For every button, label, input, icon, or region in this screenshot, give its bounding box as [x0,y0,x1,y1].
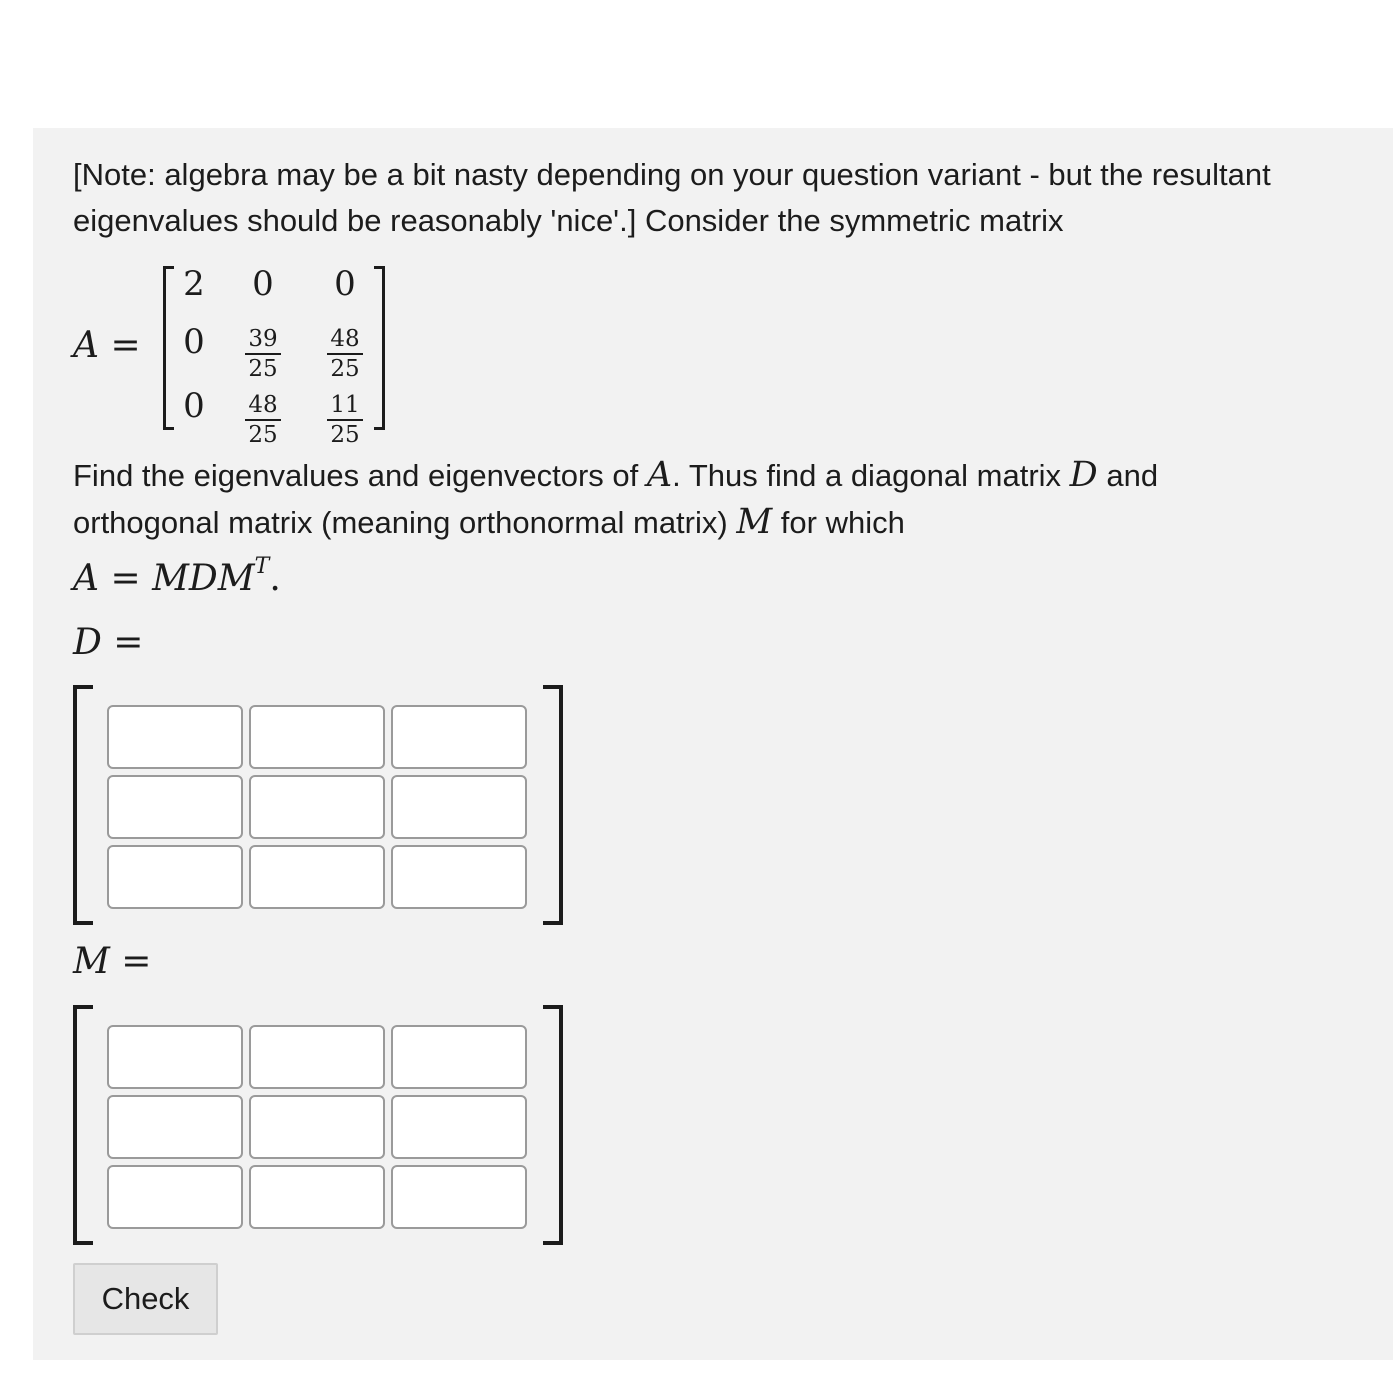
matrix-a-cell-r2c1: 0 [183,322,205,362]
find-var-a: A [646,455,673,495]
equation-equals: = [99,558,153,599]
find-line-1-part-b: . Thus find a diagonal matrix [672,458,1070,493]
d-input-r1c2[interactable] [249,705,385,769]
d-input-r2c2[interactable] [249,775,385,839]
d-matrix-left-bracket [73,685,93,925]
matrix-a-equals: = [110,325,141,366]
m-matrix-right-bracket [543,1005,563,1245]
matrix-a-cell-r3c3 [315,381,375,448]
matrix-a-cell-r2c2 [233,315,293,382]
frac-denominator: 25 [330,356,360,382]
matrix-a [163,264,385,448]
find-text [73,452,1158,546]
m-input-r2c1[interactable] [107,1095,243,1159]
matrix-a-cell-r1c3: 0 [334,264,356,304]
m-input-r3c1[interactable] [107,1165,243,1229]
m-matrix-input [73,1005,563,1247]
find-line-1 [73,452,1158,499]
m-input-r2c2[interactable] [249,1095,385,1159]
frac-numerator: 39 [245,326,280,355]
find-line-1-part-a: Find the eigenvalues and eigenvectors of [73,458,647,493]
d-input-r1c1[interactable] [107,705,243,769]
find-var-m: M [736,502,773,542]
matrix-a-label [73,325,141,366]
frac-numerator: 11 [327,392,362,421]
frac-denominator: 25 [330,422,360,448]
m-input-r1c1[interactable] [107,1025,243,1089]
note-text [73,152,1271,244]
find-line-2 [73,499,1158,546]
frac-numerator: 48 [245,392,280,421]
d-input-r3c3[interactable] [391,845,527,909]
d-input-r2c3[interactable] [391,775,527,839]
question-panel [33,128,1393,1360]
m-input-r1c2[interactable] [249,1025,385,1089]
matrix-a-right-bracket [374,266,385,430]
d-label [73,622,143,663]
matrix-a-symbol: A [73,325,99,366]
d-input-r3c2[interactable] [249,845,385,909]
matrix-a-cell-r1c1: 2 [183,264,205,304]
equation-rhs: MDM [152,558,255,599]
note-line-1: [Note: algebra may be a bit nasty depending on your question variant - but the resultant [73,157,1271,192]
equation-period: . [269,558,281,599]
find-line-2-part-a: orthogonal matrix (meaning orthonormal matrix) [73,505,737,540]
d-input-r2c1[interactable] [107,775,243,839]
find-line-2-part-b: for which [772,505,905,540]
note-line-2: eigenvalues should be reasonably 'nice'.] Consider the symmetric matrix [73,203,1064,238]
matrix-a-cell-r1c2: 0 [252,264,274,304]
m-matrix-left-bracket [73,1005,93,1245]
m-input-r1c3[interactable] [391,1025,527,1089]
frac-denominator: 25 [248,356,278,382]
m-input-r3c2[interactable] [249,1165,385,1229]
find-var-d: D [1069,455,1098,495]
d-label-text: D = [73,622,144,663]
d-input-r1c3[interactable] [391,705,527,769]
equation-lhs: A [73,558,99,599]
m-label [73,941,151,982]
matrix-a-cell-r3c2 [233,381,293,448]
matrix-a-cell-r3c1: 0 [183,386,205,426]
frac-denominator: 25 [248,422,278,448]
check-button[interactable]: Check [73,1263,218,1335]
d-matrix-right-bracket [543,685,563,925]
m-label-text: M = [73,941,152,982]
d-matrix-input [73,685,563,927]
decomposition-equation [73,554,281,599]
m-input-r2c3[interactable] [391,1095,527,1159]
find-line-1-part-c: and [1097,458,1159,493]
frac-numerator: 48 [327,326,362,355]
m-input-r3c3[interactable] [391,1165,527,1229]
equation-transpose: T [254,554,270,579]
matrix-a-cell-r2c3 [315,315,375,382]
d-input-r3c1[interactable] [107,845,243,909]
